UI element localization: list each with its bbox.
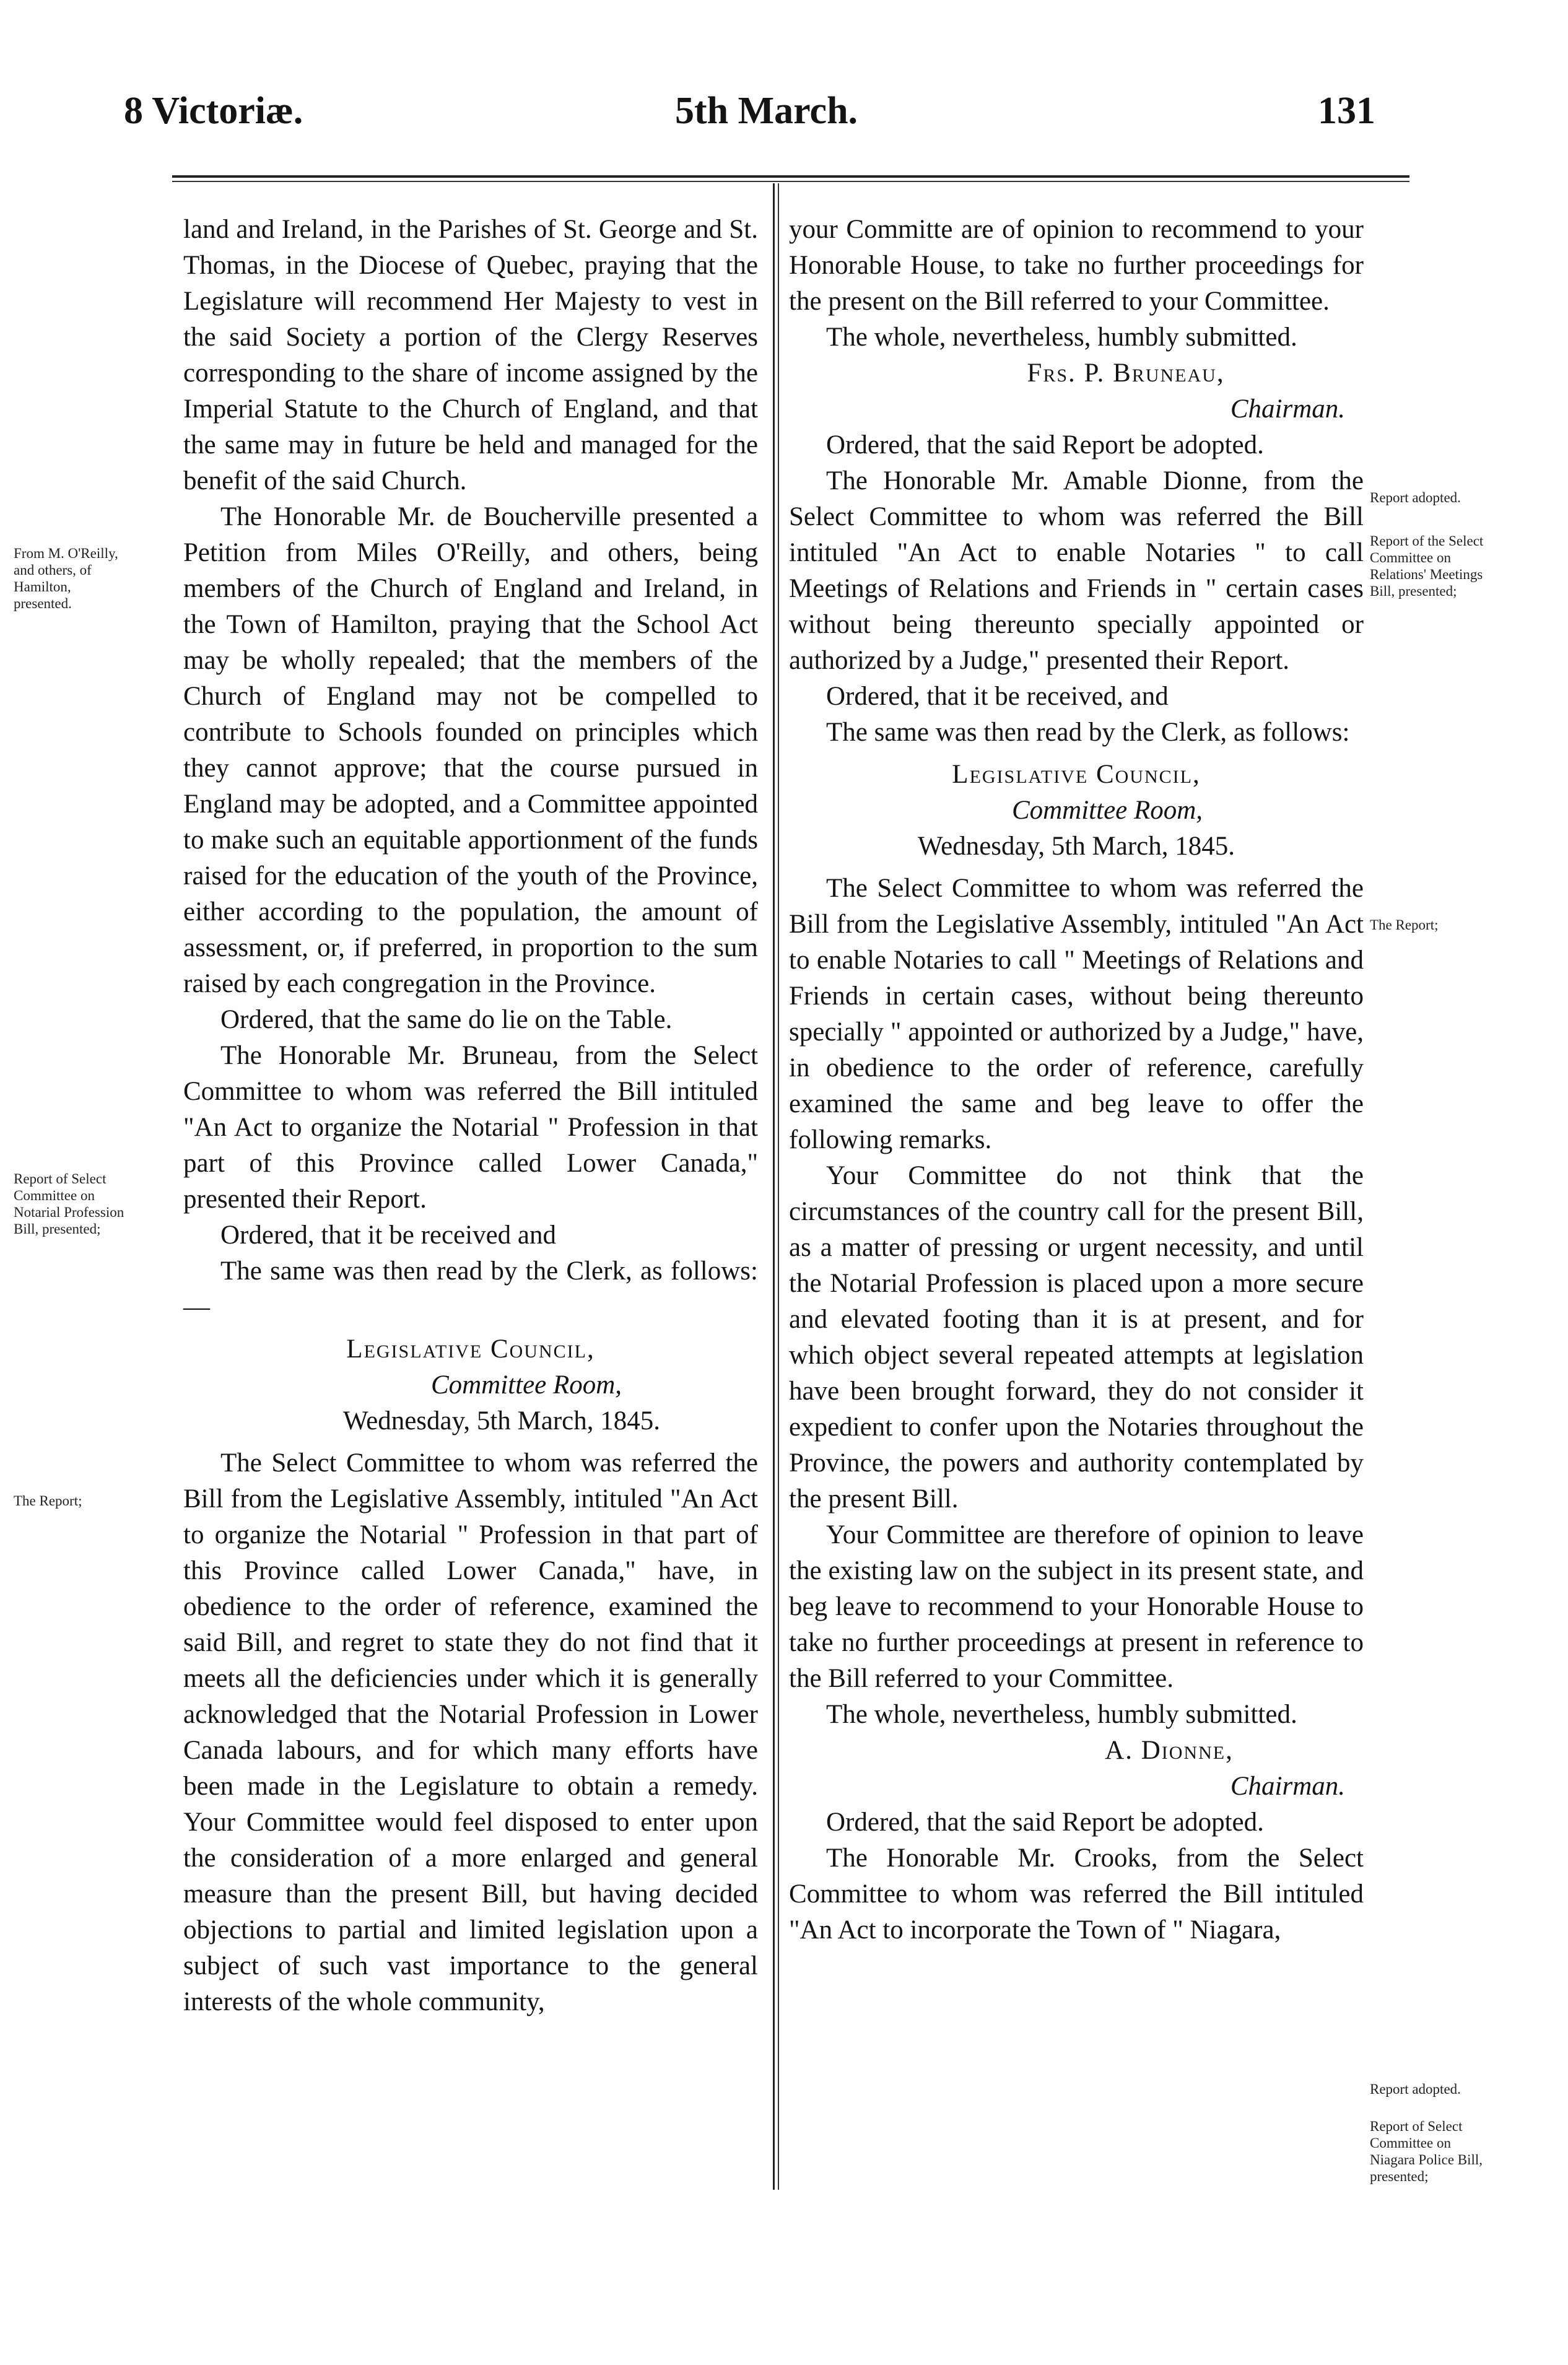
signature-title: Chairman. bbox=[1230, 1772, 1345, 1801]
running-head-left: 8 Victoriæ. bbox=[124, 90, 303, 132]
council-heading: Legislative Council, bbox=[952, 760, 1201, 789]
paragraph: your Committe are of opinion to recommend to your Honorable House, to take no further proceedings for the present on the Bill referred to your Committee. bbox=[789, 215, 1364, 316]
paragraph: The Honorable Mr. Amable Dionne, from the Select Committee to whom was referred the Bill intituled "An Act to enable Notaries " to call Meetings of Relations and Friends in " certain cases without being thereunto specially appointed or authorized by a Judge," presented their Report. bbox=[789, 466, 1364, 675]
column-divider bbox=[773, 183, 775, 2190]
report-date: Wednesday, 5th March, 1845. bbox=[917, 832, 1235, 861]
signature-title: Chairman. bbox=[1230, 394, 1345, 424]
council-heading: Legislative Council, bbox=[346, 1335, 595, 1364]
margin-note: The Report; bbox=[14, 1493, 82, 1509]
margin-note: Report of the Select Committee on Relations' Meetings Bill, presented; bbox=[1370, 533, 1484, 599]
paragraph: The Select Committee to whom was referred the Bill from the Legislative Assembly, intituled "An Act to enable Notaries to call " Meetings of Relations and Friends in certain cases, without being thereunto specially " appointed or authorized by a Judge," have, in obedience to the order of reference, carefully examined the same and beg leave to offer the following remarks. bbox=[789, 874, 1364, 1154]
running-head-date: 5th March. bbox=[675, 90, 858, 132]
margin-note: Report of Select Committee on Niagara Police Bill, presented; bbox=[1370, 2119, 1483, 2184]
paragraph: The Select Committee to whom was referred the Bill from the Legislative Assembly, intituled "An Act to organize the Notarial " Profession in that part of this Province called Lower Canada," have, in obedience to the order of reference, examined the said Bill, and regret to state they do not find that it meets all the deficiencies under which it is generally acknowledged that the Notarial Profession in Lower Canada labours, and for which many efforts have been made in the Legislature to obtain a remedy. Your Committee would feel disposed to enter upon the consideration of a more enlarged and general measure than the present Bill, but having decided objections to partial and limited legislation upon a subject of such vast importance to the general interests of the whole community, bbox=[183, 1448, 758, 2016]
margin-note: Report of Select Committee on Notarial Profession Bill, presented; bbox=[14, 1171, 124, 1237]
header-rule bbox=[172, 175, 1409, 178]
margin-note: Report adopted. bbox=[1370, 2081, 1461, 2097]
page-number: 131 bbox=[1318, 90, 1375, 132]
paragraph: Ordered, that it be received and bbox=[220, 1221, 557, 1250]
report-date: Wednesday, 5th March, 1845. bbox=[342, 1406, 660, 1435]
paragraph: The whole, nevertheless, humbly submitted. bbox=[826, 1700, 1297, 1729]
signature-name: Frs. P. Bruneau, bbox=[1027, 359, 1225, 388]
column-divider-thin bbox=[778, 183, 779, 2190]
signature-name: A. Dionne, bbox=[1105, 1736, 1234, 1765]
committee-room: Committee Room, bbox=[430, 1370, 622, 1400]
paragraph: The same was then read by the Clerk, as follows:— bbox=[183, 1257, 758, 1322]
committee-room: Committee Room, bbox=[1011, 796, 1203, 825]
paragraph: Ordered, that the said Report be adopted. bbox=[826, 1808, 1264, 1837]
paragraph: Ordered, that the same do lie on the Table. bbox=[220, 1005, 673, 1034]
paragraph: Ordered, that it be received, and bbox=[826, 682, 1169, 711]
paragraph: Your Committee are therefore of opinion to leave the existing law on the subject in its present state, and beg leave to recommend to your Honorable House to take no further proceedings at present in reference to the Bill referred to your Committee. bbox=[789, 1520, 1364, 1693]
paragraph: land and Ireland, in the Parishes of St. George and St. Thomas, in the Diocese of Quebec, praying that the Legislature will recommend Her Majesty to vest in the said Society a portion of the Clergy Reserves corresponding to the share of income assigned by the Imperial Statute to the Church of England, and that the same may in future be held and managed for the benefit of the said Church. bbox=[183, 215, 758, 495]
paragraph: The same was then read by the Clerk, as follows: bbox=[826, 718, 1350, 747]
left-column bbox=[183, 212, 758, 2020]
margin-note: The Report; bbox=[1370, 917, 1439, 933]
paragraph: The whole, nevertheless, humbly submitted. bbox=[826, 323, 1297, 352]
header-rule-thin bbox=[172, 181, 1409, 182]
paragraph: The Honorable Mr. Bruneau, from the Select Committee to whom was referred the Bill intituled "An Act to organize the Notarial " Profession in that part of this Province called Lower Canada," presented their Report. bbox=[183, 1041, 758, 1214]
paragraph: Your Committee do not think that the circumstances of the country call for the present Bill, as a matter of pressing or urgent necessity, and until the Notarial Profession is placed upon a more secure and elevated footing than it is at present, and for which object several repeated attempts at legislation have been brought forward, they do not consider it expedient to confer upon the Notaries throughout the Province, the powers and authority contemplated by the present Bill. bbox=[789, 1161, 1364, 1514]
margin-note: Report adopted. bbox=[1370, 490, 1461, 505]
margin-note: From M. O'Reilly, and others, of Hamilton, presented. bbox=[14, 546, 118, 611]
paragraph: Ordered, that the said Report be adopted. bbox=[826, 430, 1264, 459]
paragraph: The Honorable Mr. Crooks, from the Select Committee to whom was referred the Bill intituled "An Act to incorporate the Town of " Niagara, bbox=[789, 1844, 1364, 1945]
right-column bbox=[789, 212, 1364, 1948]
paragraph: The Honorable Mr. de Boucherville presented a Petition from Miles O'Reilly, and others, being members of the Church of England and Ireland, in the Town of Hamilton, praying that the School Act may be wholly repealed; that the members of the Church of England may not be compelled to contribute to Schools founded on principles which they cannot approve; that the course pursued in England may be adopted, and a Committee appointed to make such an equitable apportionment of the funds raised for the education of the youth of the Province, either according to the population, the amount of assessment, or, if preferred, in proportion to the sum raised by each congregation in the Province. bbox=[183, 502, 758, 998]
